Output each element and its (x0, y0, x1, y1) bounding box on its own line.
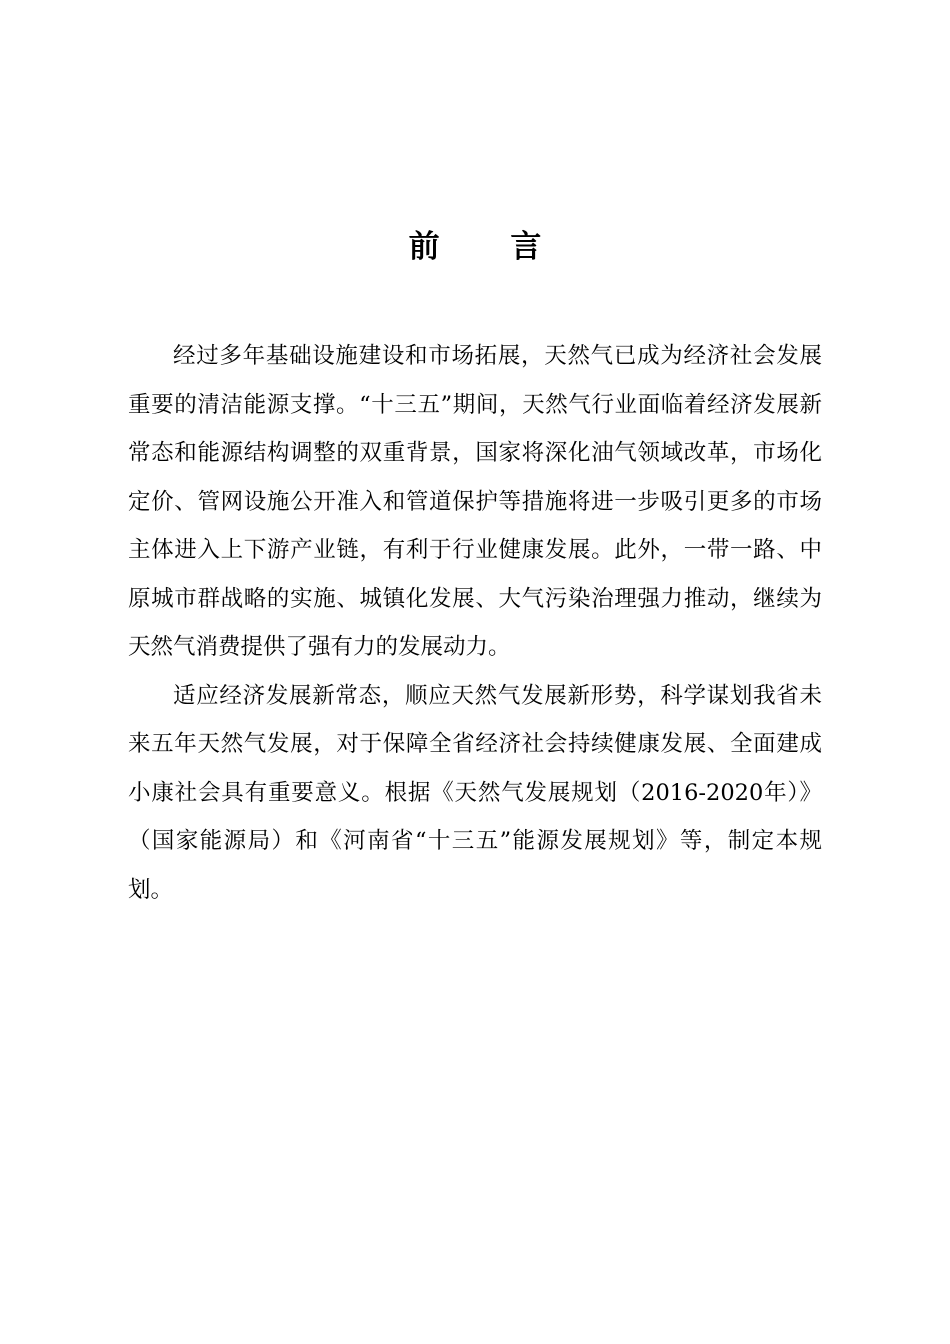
paragraph-2: 适应经济发展新常态，顺应天然气发展新形势，科学谋划我省未来五年天然气发展，对于保障全省经济社会持续健康发展、全面建成小康社会具有重要意义。根据《天然气发展规划（2016-2020年）》（国家能源局）和《河南省“十三五”能源发展规划》等，制定本规划。 (128, 682, 822, 903)
body-text (128, 332, 822, 914)
page-title: 前 言 (408, 229, 572, 265)
paragraph-1: 经过多年基础设施建设和市场拓展，天然气已成为经济社会发展重要的清洁能源支撑。“十三五”期间，天然气行业面临着经济发展新常态和能源结构调整的双重背景，国家将深化油气领域改革，市场化定价、管网设施公开准入和管道保护等措施将进一步吸引更多的市场主体进入上下游产业链，有利于行业健康发展。此外，一带一路、中原城市群战略的实施、城镇化发展、大气污染治理强力推动，继续为天然气消费提供了强有力的发展动力。 (128, 343, 822, 660)
